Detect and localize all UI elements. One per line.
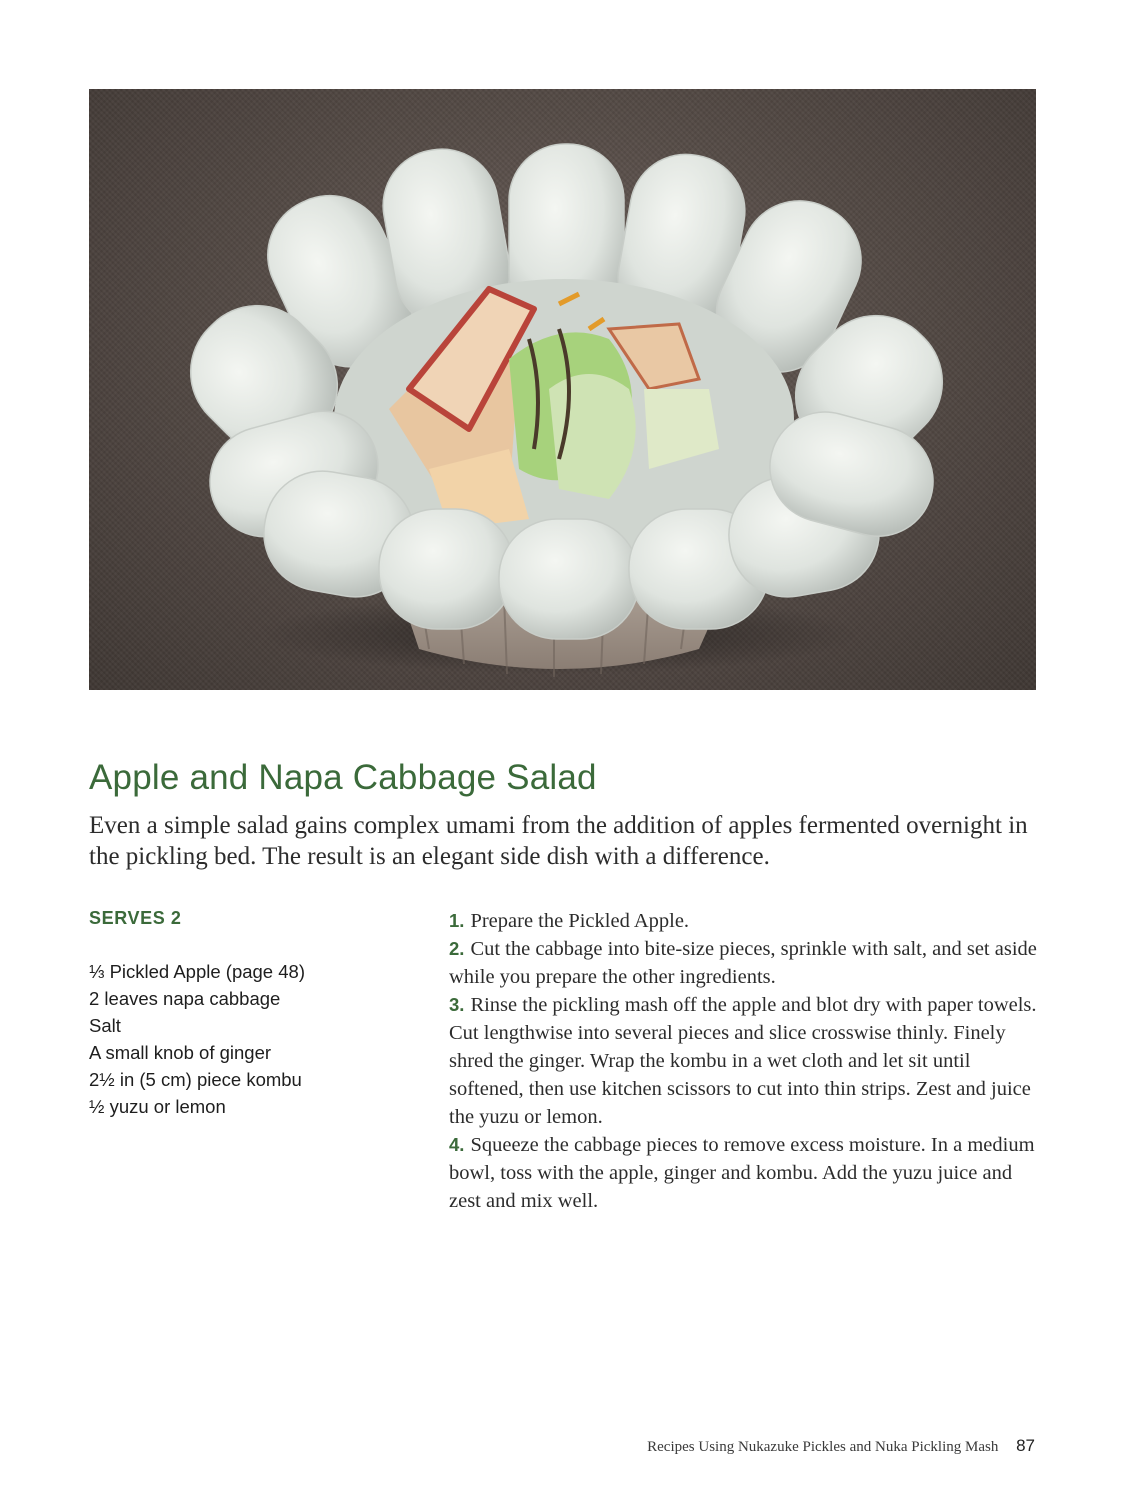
step-text: Rinse the pickling mash off the apple and blot dry with paper towels. Cut lengthwise into several pieces and slice crosswise thinly. Finely shred the ginger. Wrap the kombu in a wet cloth and let sit until softened, then use kitchen scissors to cut into thin strips. Zest and juice the yuzu or lemon. bbox=[449, 994, 1037, 1128]
step-number: 1. bbox=[449, 910, 465, 931]
method-step bbox=[449, 907, 1049, 935]
method-steps bbox=[449, 907, 1049, 1215]
step-text: Prepare the Pickled Apple. bbox=[470, 910, 690, 932]
step-number: 4. bbox=[449, 1134, 465, 1155]
method-step bbox=[449, 1131, 1049, 1215]
ingredient-item: 2 leaves napa cabbage bbox=[89, 988, 281, 1009]
recipe-photo bbox=[89, 89, 1036, 690]
step-text: Cut the cabbage into bite-size pieces, sprinkle with salt, and set aside while you prepare the other ingredients. bbox=[449, 938, 1037, 988]
salad-bowl-illustration bbox=[89, 89, 1036, 690]
recipe-intro: Even a simple salad gains complex umami from the addition of apples fermented overnight in the pickling bed. The result is an elegant side dish with a difference. bbox=[89, 812, 1028, 870]
ingredient-item: 2½ in (5 cm) piece kombu bbox=[89, 1069, 302, 1090]
method-step bbox=[449, 935, 1049, 991]
ingredient-item: A small knob of ginger bbox=[89, 1042, 272, 1063]
ingredient-item: Salt bbox=[89, 1015, 121, 1036]
page-footer bbox=[647, 1436, 1035, 1456]
ingredient-item: ½ yuzu or lemon bbox=[89, 1096, 226, 1117]
serves-heading: SERVES 2 bbox=[89, 908, 182, 928]
step-number: 2. bbox=[449, 938, 465, 959]
ingredient-item: ⅓ Pickled Apple (page 48) bbox=[89, 961, 305, 982]
step-number: 3. bbox=[449, 994, 465, 1015]
ingredient-list bbox=[89, 958, 305, 1120]
step-text: Squeeze the cabbage pieces to remove excess moisture. In a medium bowl, toss with the apple, ginger and kombu. Add the yuzu juice and zest and mix well. bbox=[449, 1134, 1035, 1212]
running-head: Recipes Using Nukazuke Pickles and Nuka Pickling Mash bbox=[647, 1439, 999, 1455]
page-number: 87 bbox=[1016, 1436, 1035, 1455]
recipe-title: Apple and Napa Cabbage Salad bbox=[89, 758, 597, 797]
method-step bbox=[449, 991, 1049, 1131]
